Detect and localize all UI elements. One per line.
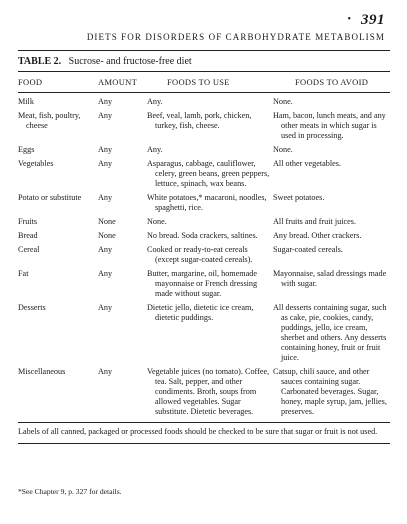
page-number: 391	[361, 12, 385, 28]
cell-food: Bread	[18, 231, 38, 240]
cell-foods-to-use: Dietetic jello, dietetic ice cream, dietetic puddings.	[147, 303, 254, 322]
cell-amount: None	[98, 231, 116, 240]
chapter-title: DIETS FOR DISORDERS OF CARBOHYDRATE METABOLISM	[86, 32, 385, 42]
table-note-text: Labels of all canned, packaged or processed foods should be checked to be sure that sugar or fruit is not used.	[18, 427, 378, 436]
table-row	[18, 111, 390, 145]
cell-food: Fruits	[18, 217, 38, 226]
cell-foods-to-use: Beef, veal, lamb, pork, chicken, turkey, fish, cheese.	[147, 111, 252, 130]
table-row	[18, 269, 390, 303]
table-row	[18, 217, 390, 231]
cell-amount: Any	[98, 111, 113, 120]
cell-foods-to-avoid: None.	[273, 145, 293, 154]
cell-amount: Any	[98, 193, 113, 202]
running-head	[30, 12, 387, 42]
cell-foods-to-use: Any.	[147, 145, 163, 154]
cell-food: Cereal	[18, 245, 40, 254]
cell-food: Desserts	[18, 303, 46, 312]
cell-amount: Any	[98, 303, 113, 312]
cell-foods-to-use: White potatoes,* macaroni, noodles, spaghetti, rice.	[147, 193, 267, 212]
table-row	[18, 245, 390, 269]
cell-foods-to-avoid: Ham, bacon, lunch meats, and any other meats in which sugar is used in processing.	[273, 111, 386, 140]
cell-amount: Any	[98, 159, 113, 168]
table-row	[18, 93, 390, 112]
cell-amount: Any	[98, 145, 113, 154]
table-header-row	[18, 72, 390, 93]
table-note	[18, 423, 390, 437]
column-header-foods-to-avoid: FOODS TO AVOID	[273, 72, 390, 93]
diet-table-block	[18, 50, 390, 444]
cell-foods-to-avoid: None.	[273, 97, 293, 106]
cell-food: Meat, fish, poultry, cheese	[18, 111, 81, 130]
table-label: TABLE 2.	[18, 56, 62, 67]
cell-amount: None	[98, 217, 116, 226]
cell-foods-to-avoid: Sugar-coated cereals.	[273, 245, 343, 254]
cell-foods-to-avoid: Mayonnaise, salad dressings made with sugar.	[273, 269, 387, 288]
cell-amount: Any	[98, 97, 113, 106]
footnote: *See Chapter 9, p. 327 for details.	[18, 487, 122, 496]
cell-food: Fat	[18, 269, 29, 278]
table-row	[18, 231, 390, 245]
table-caption: Sucrose- and fructose-free diet	[68, 56, 192, 67]
cell-amount: Any	[98, 245, 113, 254]
header-bullet: •	[347, 14, 351, 25]
cell-foods-to-avoid: All desserts containing sugar, such as cake, pie, cookies, candy, puddings, jello, ice cream, sherbet and others. Any desserts containing honey, fruit or fruit juice.	[273, 303, 387, 362]
cell-foods-to-use: None.	[147, 217, 167, 226]
table-row	[18, 193, 390, 217]
cell-foods-to-avoid: All other vegetables.	[273, 159, 341, 168]
column-header-food: FOOD	[18, 72, 88, 93]
cell-foods-to-avoid: All fruits and fruit juices.	[273, 217, 356, 226]
cell-foods-to-use: Vegetable juices (no tomato). Coffee, tea. Salt, pepper, and other condiments. Broth, soups from allowed vegetables. Sugar substitute. Dietetic beverages.	[147, 367, 270, 416]
table-title	[18, 51, 390, 71]
cell-foods-to-use: Butter, margarine, oil, homemade mayonnaise or French dressing made without sugar.	[147, 269, 258, 298]
table-row	[18, 303, 390, 367]
table-row	[18, 159, 390, 193]
cell-food: Vegetables	[18, 159, 54, 168]
cell-food: Milk	[18, 97, 34, 106]
table-row	[18, 367, 390, 422]
cell-amount: Any	[98, 269, 113, 278]
column-header-foods-to-use: FOODS TO USE	[147, 72, 273, 93]
cell-foods-to-avoid: Any bread. Other crackers.	[273, 231, 362, 240]
column-header-amount: AMOUNT	[88, 72, 147, 93]
cell-amount: Any	[98, 367, 113, 376]
table-row	[18, 145, 390, 159]
table-body	[18, 93, 390, 423]
cell-food: Miscellaneous	[18, 367, 66, 376]
cell-foods-to-avoid: Catsup, chili sauce, and other sauces containing sugar. Carbonated beverages. Sugar, honey, maple syrup, jam, jellies, preserves.	[273, 367, 387, 416]
cell-food: Eggs	[18, 145, 35, 154]
cell-foods-to-use: No bread. Soda crackers, saltines.	[147, 231, 258, 240]
cell-foods-to-avoid: Sweet potatoes.	[273, 193, 325, 202]
table-bottom-rule	[18, 443, 390, 444]
cell-foods-to-use: Asparagus, cabbage, cauliflower, celery, green beans, green peppers, lettuce, spinach, wax beans.	[147, 159, 270, 188]
cell-foods-to-use: Cooked or ready-to-eat cereals (except sugar-coated cereals).	[147, 245, 253, 264]
cell-foods-to-use: Any.	[147, 97, 163, 106]
diet-table	[18, 72, 390, 422]
cell-food: Potato or substitute	[18, 193, 82, 202]
